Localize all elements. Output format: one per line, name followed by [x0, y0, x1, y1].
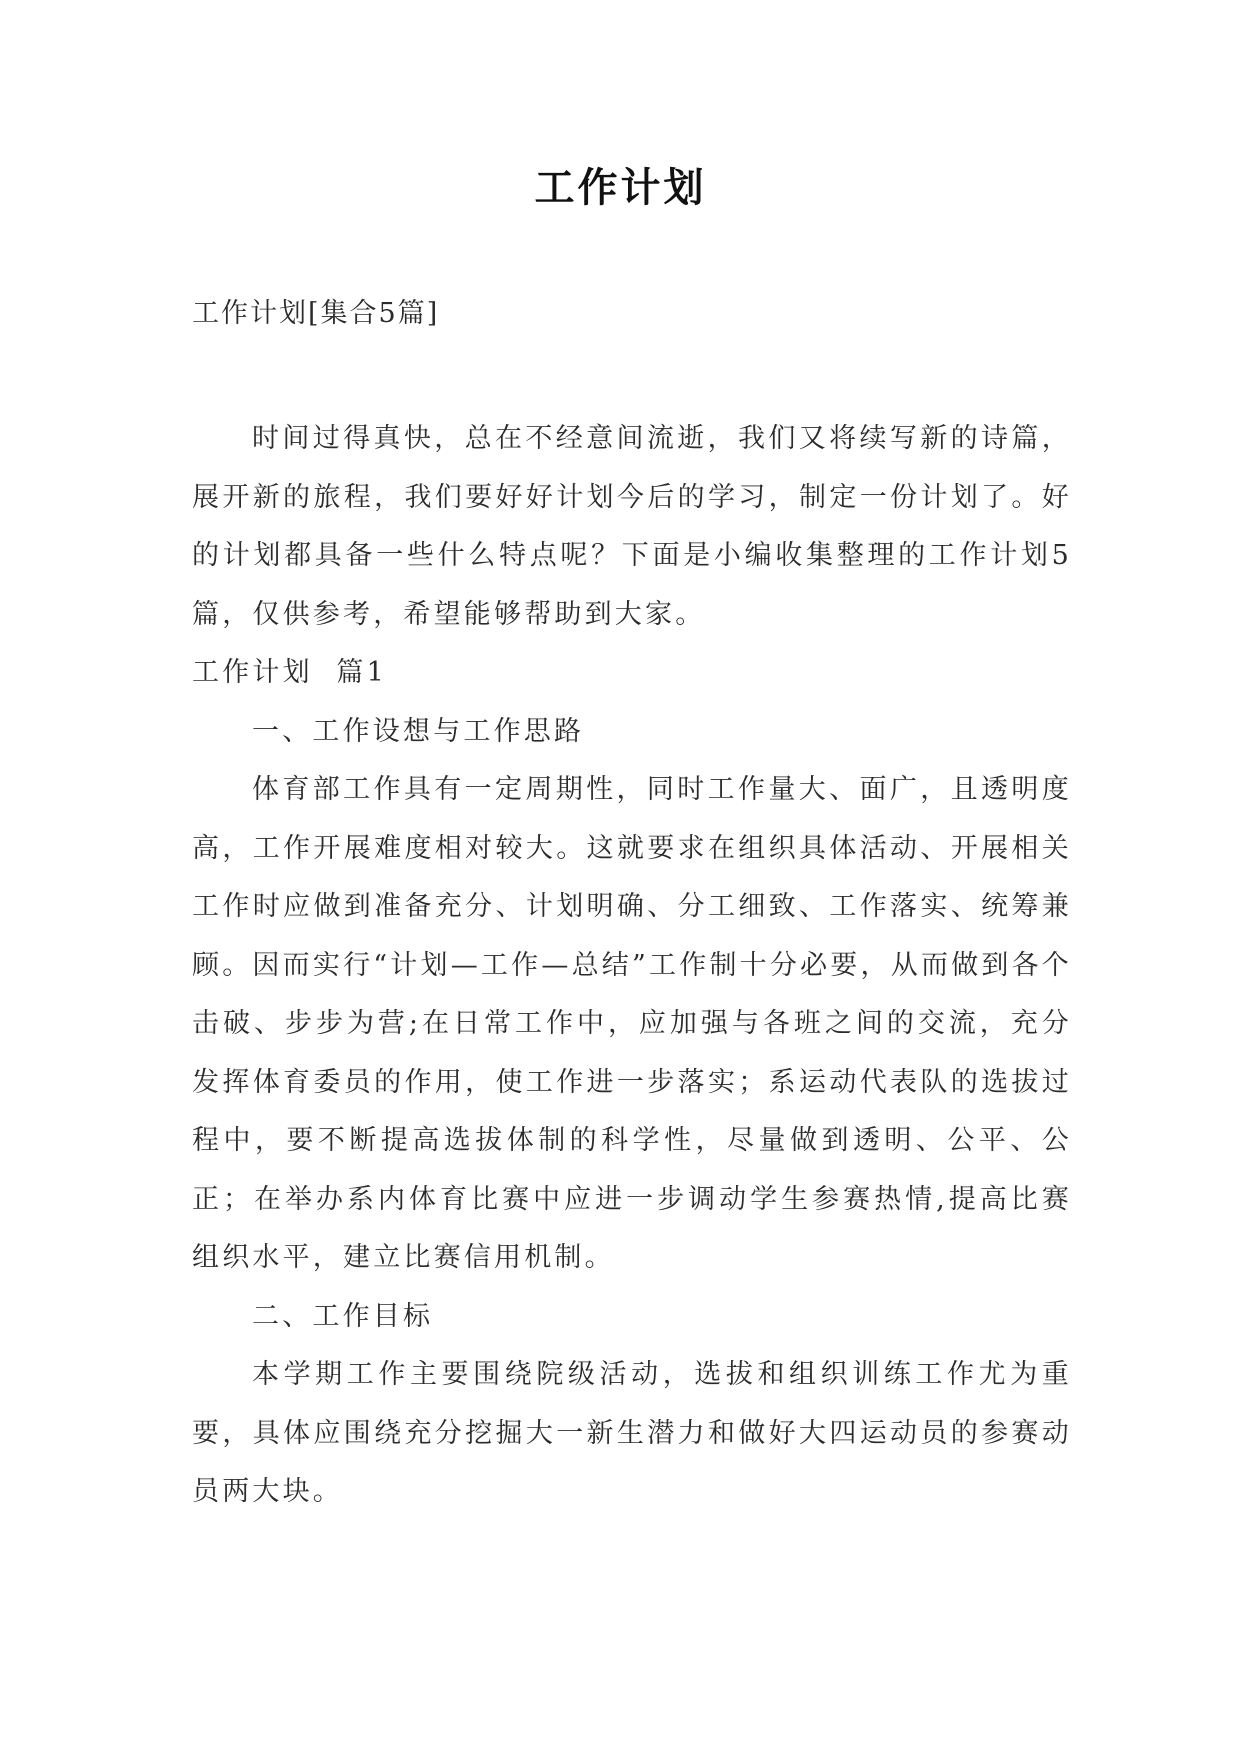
chapter-heading: 工作计划 篇1: [192, 657, 387, 688]
document-title: 工作计划: [534, 165, 707, 211]
section-paragraph-2: 本学期工作主要围绕院级活动，选拔和组织训练工作尤为重要，具体应围绕充分挖掘大一新生潜力和做好大四运动员的参赛动员两大块。: [192, 1359, 1072, 1507]
section-heading-1: 一、工作设想与工作思路: [252, 715, 585, 747]
document-subtitle: 工作计划[集合5篇]: [192, 298, 440, 329]
section-heading-2: 二、工作目标: [252, 1300, 434, 1332]
section-paragraph-1: 体育部工作具有一定周期性，同时工作量大、面广，且透明度高，工作开展难度相对较大。这就要求在组织具体活动、开展相关工作时应做到准备充分、计划明确、分工细致、工作落实、统筹兼顾。因而实行“计划—工作—总结”工作制十分必要，从而做到各个击破、步步为营;在日常工作中，应加强与各班之间的交流，充分发挥体育委员的作用，使工作进一步落实；系运动代表队的选拔过程中，要不断提高选拔体制的科学性，尽量做到透明、公平、公正；在举办系内体育比赛中应进一步调动学生参赛热情,提高比赛组织水平，建立比赛信用机制。: [192, 774, 1072, 1273]
intro-paragraph: 时间过得真快，总在不经意间流逝，我们又将续写新的诗篇，展开新的旅程，我们要好好计划今后的学习，制定一份计划了。好的计划都具备一些什么特点呢？下面是小编收集整理的工作计划5篇，仅供参考，希望能够帮助到大家。: [192, 423, 1072, 630]
document-body: [192, 410, 1072, 1522]
